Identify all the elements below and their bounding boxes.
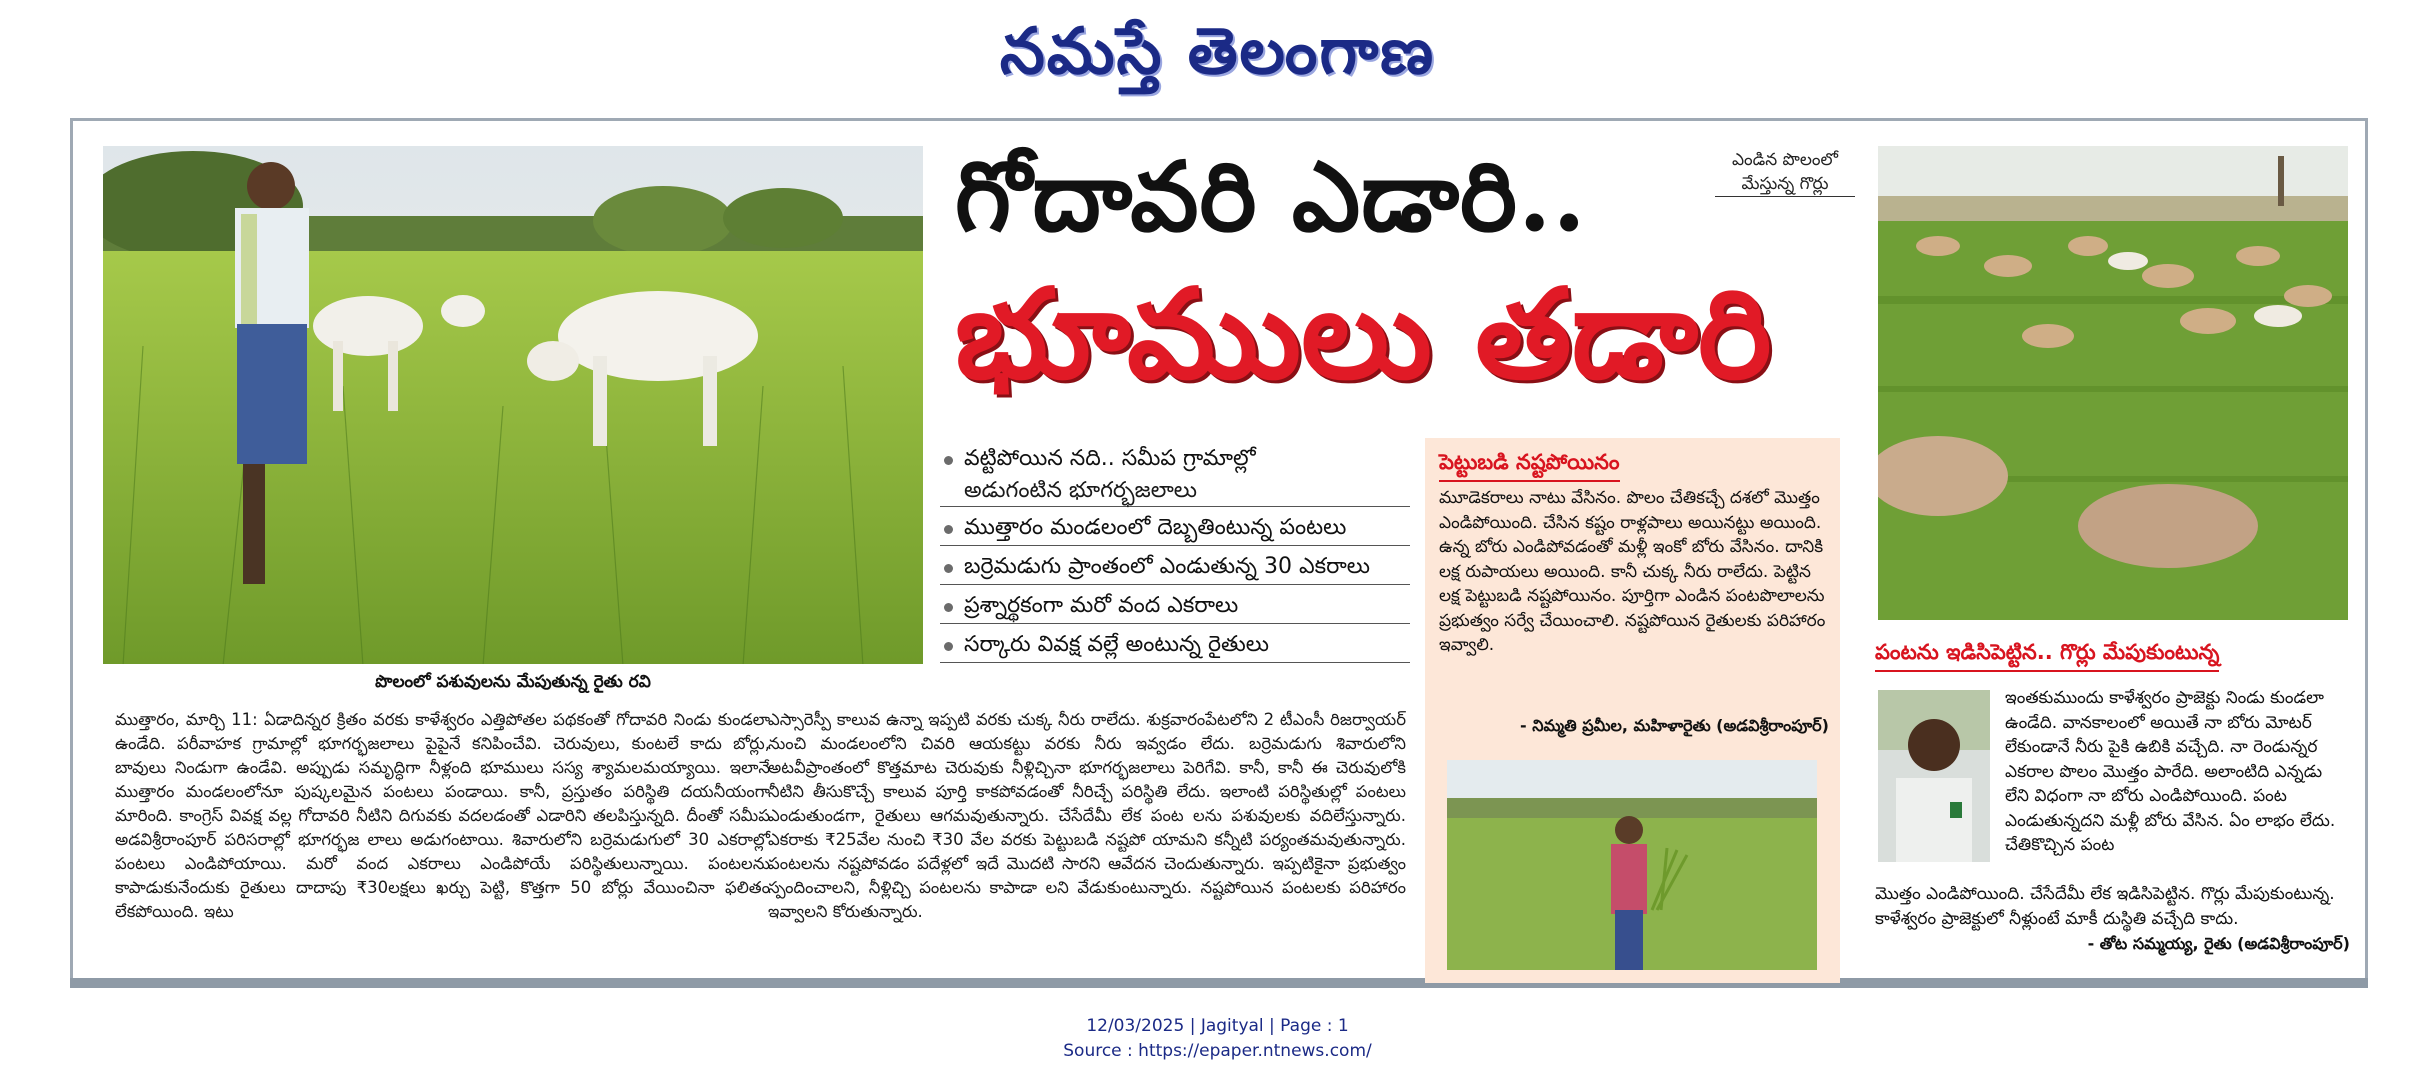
sheep-grazing-photo (1878, 146, 2348, 620)
source-link[interactable]: Source : https://epaper.ntnews.com/ (1063, 1041, 1372, 1061)
highlight-item-continued: అడుగంటిన భూగర్భజలాలు (940, 476, 1410, 507)
page-meta: 12/03/2025 | Jagityal | Page : 1 (1086, 1016, 1349, 1036)
headline-line-2: భూములు తడారి (955, 262, 1772, 407)
right-quote-signature: - తోట సమ్మయ్య, రైతు (అడవిశ్రీరాంపూర్) (2087, 934, 2350, 953)
highlight-item: బర్రెమడుగు ప్రాంతంలో ఎండుతున్న 30 ఎకరాలు (940, 552, 1410, 585)
article-body-column-2: ఎస్సారెస్పీ కాలువ ఉన్నా ఇప్పటి వరకు చుక్క నీరు రాలేదు. శుక్రవారంపేటలోని 2 టీఎంసీ రిజర్వాయర్ నుంచి మండలంలోని చివరి ఆయకట్టు వరకు నీరు ఇవ్వడం లేదు. బర్రెమడుగు శివారులోని అటవీప్రాంతంలో కొత్తమాట చెరువుకు నీళ్లిచ్చినా భూగర్భజలాలు పెరిగేవి. కానీ, కానీ ఈ చెరువులోకి నీటిని తీసుకొచ్చే కాలువ పూర్తి కాకపోవడంతో నీరిచ్చే పరిస్థితి లేదు. ఇలాంటి పరిస్థితుల్లో పంటలు ఎండుతుండగా, రైతులు ఆగమవుతున్నారు. చేసేదేమీ లేక పంట లను పశువులకు వదిలేస్తున్నారు. ఎకరాకు ₹25వేల నుంచి ₹30 వేల వరకు పెట్టుబడి నష్టపో యామని కన్నీటి పర్యంతమవుతున్నారు. పంటలను నష్టపోవడం పదేళ్లలో ఇదే మొదటి సారని ఆవేదన చెందుతున్నారు. ఇప్పటికైనా ప్రభుత్వం స్పందించాలని, నీళ్లిచ్చి పంటలను కాపాడా లని వేడుకుంటున్నారు. నష్టపోయిన పంటలకు పరిహారం ఇవ్వాలని కోరుతున్నారు. (768, 710, 1406, 921)
right-quote-text: ఇంతకుముందు కాళేశ్వరం ప్రాజెక్టు నిండు కుండలా ఉండేది. వానకాలంలో అయితే నా బోరు మోటర్ లేకుండానే నీరు పైకి ఉబికి వచ్చేది. నా రెండున్నర ఎకరాల పొలం మొత్తం పారేది. అలాంటిది ఎన్నడు లేని విధంగా నా బోరు ఎండిపోయింది. పంట ఎండుతున్నదని మళ్లీ బోరు వేసిన. ఏం లాభం లేదు. చేతికొచ్చిన పంట (2005, 688, 2336, 855)
farmer-portrait-photo (1878, 690, 1990, 862)
farmer-quote-box (1425, 438, 1840, 983)
right-quote-title: పంటను ఇడిసిపెట్టిన.. గొర్లు మేపుకుంటున్న (1875, 640, 2219, 672)
quote-box-text: మూడెకరాలు నాటు వేసినం. పొలం చేతికచ్చే దశలో మొత్తం ఎండిపోయింది. చేసిన కష్టం రాళ్లపాలు అయినట్టు అయింది. ఉన్న బోరు ఎండిపోవడంతో మళ్లీ ఇంకో బోరు వేసినం. దానికి లక్ష రుపాయలు అయింది. కానీ చుక్క నీరు రాలేదు. పెట్టిన లక్ష పెట్టుబడి నష్టపోయినం. పూర్తిగా ఎండిన పంటపొలాలను ప్రభుత్వం సర్వే చేయించాలి. నష్టపోయిన రైతులకు పరిహారం ఇవ్వాలి. (1439, 488, 1826, 655)
sheep-photo-caption-text: ఎండిన పొలంలో మేస్తున్న గొర్లు (1715, 148, 1855, 197)
article-frame-bottom-rule (70, 978, 2368, 988)
highlights-list (940, 444, 1410, 669)
main-photo-caption: పొలంలో పశువులను మేపుతున్న రైతు రవి (375, 672, 651, 692)
quote-box-signature: - నిమ్మతి ప్రమీల, మహిళారైతు (అడవిశ్రీరాంపూర్) (1520, 716, 1829, 735)
headline-line-1: గోదావరి ఎడారి.. (955, 140, 1587, 253)
article-body-column-1: ముత్తారం, మార్చి 11: ఏడాదిన్నర క్రితం వరకు కాళేశ్వరం ఎత్తిపోతల పథకంతో గోదావరి నిండు కుండలా ఉండేది. పరీవాహక గ్రామాల్లో భూగర్భజలాలు పైపైనే కనిపించేవి. చెరువులు, కుంటలే కాదు బోర్లు, బావులు నిండుగా ఉండేవి. అప్పుడు సమృద్ధిగా నీళ్లంది భూములు సస్య శ్యామలమయ్యాయి. ఇలానే ముత్తారం మండలంలోనూ పుష్కలమైన పంటలు పండాయి. కానీ, ప్రస్తుతం పరిస్థితి దయనీయంగా మారింది. కాంగ్రెస్ వివక్ష వల్ల గోదావరి నీటిని దిగువకు వదలడంతో ఎడారిని తలపిస్తున్నది. దీంతో సమీప అడవిశ్రీరాంపూర్ పరిసరాల్లో భూగర్భజ లాలు అడుగంటాయి. శివారులోని బర్రెమడుగులో 30 ఎకరాల్లో పంటలు ఎండిపోయాయి. మరో వంద ఎకరాలు ఎండిపోయే పరిస్థితులున్నాయి. పంటలను కాపాడుకునేందుకు రైతులు దాదాపు ₹30లక్షలు ఖర్చు పెట్టి, కొత్తగా 50 బోర్లు వేయించినా ఫలితం లేకపోయింది. ఇటు (115, 710, 770, 921)
farmer-cattle-photo (103, 146, 923, 664)
highlight-item: సర్కారు వివక్ష వల్లే అంటున్న రైతులు (940, 630, 1410, 663)
right-quote-text-continued: మొత్తం ఎండిపోయింది. చేసేదేమీ లేక ఇడిసిపెట్టిన. గొర్లు మేపుకుంటున్న. కాళేశ్వరం ప్రాజెక్టులో నీళ్లుంటే మాకీ దుస్థితి వచ్చేది కాదు. (1875, 884, 2335, 929)
highlight-item: వట్టిపోయిన నది.. సమీప గ్రామాల్లో (940, 444, 1410, 476)
woman-farmer-photo (1447, 760, 1817, 970)
masthead-logo (0, 0, 2435, 118)
masthead-title: నమస్తే తెలంగాణ (999, 14, 1436, 89)
highlight-item: ముత్తారం మండలంలో దెబ్బతింటున్న పంటలు (940, 513, 1410, 546)
highlight-item: ప్రశ్నార్థకంగా మరో వంద ఎకరాలు (940, 591, 1410, 624)
sheep-photo-caption (1715, 148, 1855, 197)
quote-box-title: పెట్టుబడి నష్టపోయినం (1439, 450, 1620, 482)
